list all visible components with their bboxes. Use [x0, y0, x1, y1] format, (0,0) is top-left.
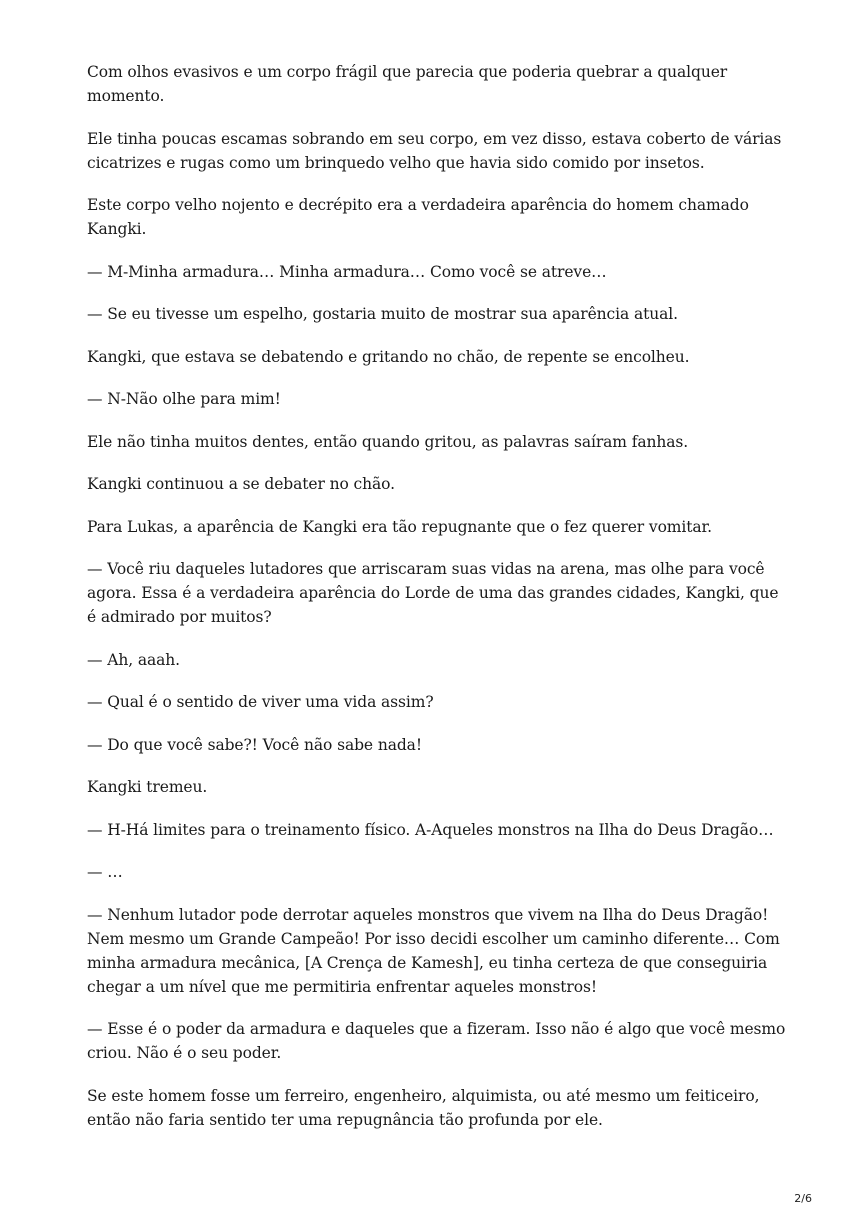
paragraph: Kangki continuou a se debater no chão.: [87, 475, 395, 493]
paragraph: Kangki, que estava se debatendo e gritando no chão, de repente se encolheu.: [87, 347, 690, 366]
paragraph: — Se eu tivesse um espelho, gostaria muito de mostrar sua aparência atual.: [87, 305, 678, 323]
paragraph: Ele não tinha muitos dentes, então quando gritou, as palavras saíram fanhas.: [87, 432, 689, 451]
paragraph: — Esse é o poder da armadura e daqueles que a fizeram. Isso não é algo que você mesmo criou. Não é o seu poder.: [87, 1020, 786, 1062]
paragraph: — Ah, aaah.: [87, 650, 180, 669]
paragraph: Para Lukas, a aparência de Kangki era tão repugnante que o fez querer vomitar.: [87, 517, 712, 536]
paragraph: — Nenhum lutador pode derrotar aqueles monstros que vivem na Ilha do Deus Dragão! Nem mesmo um Grande Campeão! Por isso decidi escolher um caminho diferente… Com minha armadura mecânica, [A Crença de Kamesh], eu tinha certeza de que conseguiria chegar a um nível que me permitiria enfrentar aqueles monstros!: [87, 905, 780, 996]
paragraph: Se este homem fosse um ferreiro, engenheiro, alquimista, ou até mesmo um feiticeiro, então não faria sentido ter uma repugnância tão profunda por ele.: [87, 1086, 760, 1129]
paragraph: Ele tinha poucas escamas sobrando em seu corpo, em vez disso, estava coberto de várias cicatrizes e rugas como um brinquedo velho que havia sido comido por insetos.: [87, 129, 782, 172]
paragraph: — Qual é o sentido de viver uma vida assim?: [87, 693, 434, 711]
page-number: 2/6: [794, 1192, 812, 1205]
paragraph: — Você riu daqueles lutadores que arriscaram suas vidas na arena, mas olhe para você agora. Essa é a verdadeira aparência do Lorde de uma das grandes cidades, Kangki, que é admirado por muitos?: [87, 560, 779, 626]
paragraph: — Do que você sabe?! Você não sabe nada!: [87, 735, 422, 754]
paragraph: Com olhos evasivos e um corpo frágil que parecia que poderia quebrar a qualquer momento.: [87, 63, 728, 105]
paragraph: — M-Minha armadura… Minha armadura… Como você se atreve…: [87, 262, 607, 281]
paragraph: — N-Não olhe para mim!: [87, 390, 281, 408]
paragraph: — H-Há limites para o treinamento físico. A-Aqueles monstros na Ilha do Deus Dragão…: [87, 820, 774, 839]
paragraph: — …: [87, 863, 123, 881]
paragraph: Este corpo velho nojento e decrépito era a verdadeira aparência do homem chamado Kangki.: [87, 196, 749, 238]
paragraph: Kangki tremeu.: [87, 778, 208, 796]
document-body: [87, 60, 787, 1150]
